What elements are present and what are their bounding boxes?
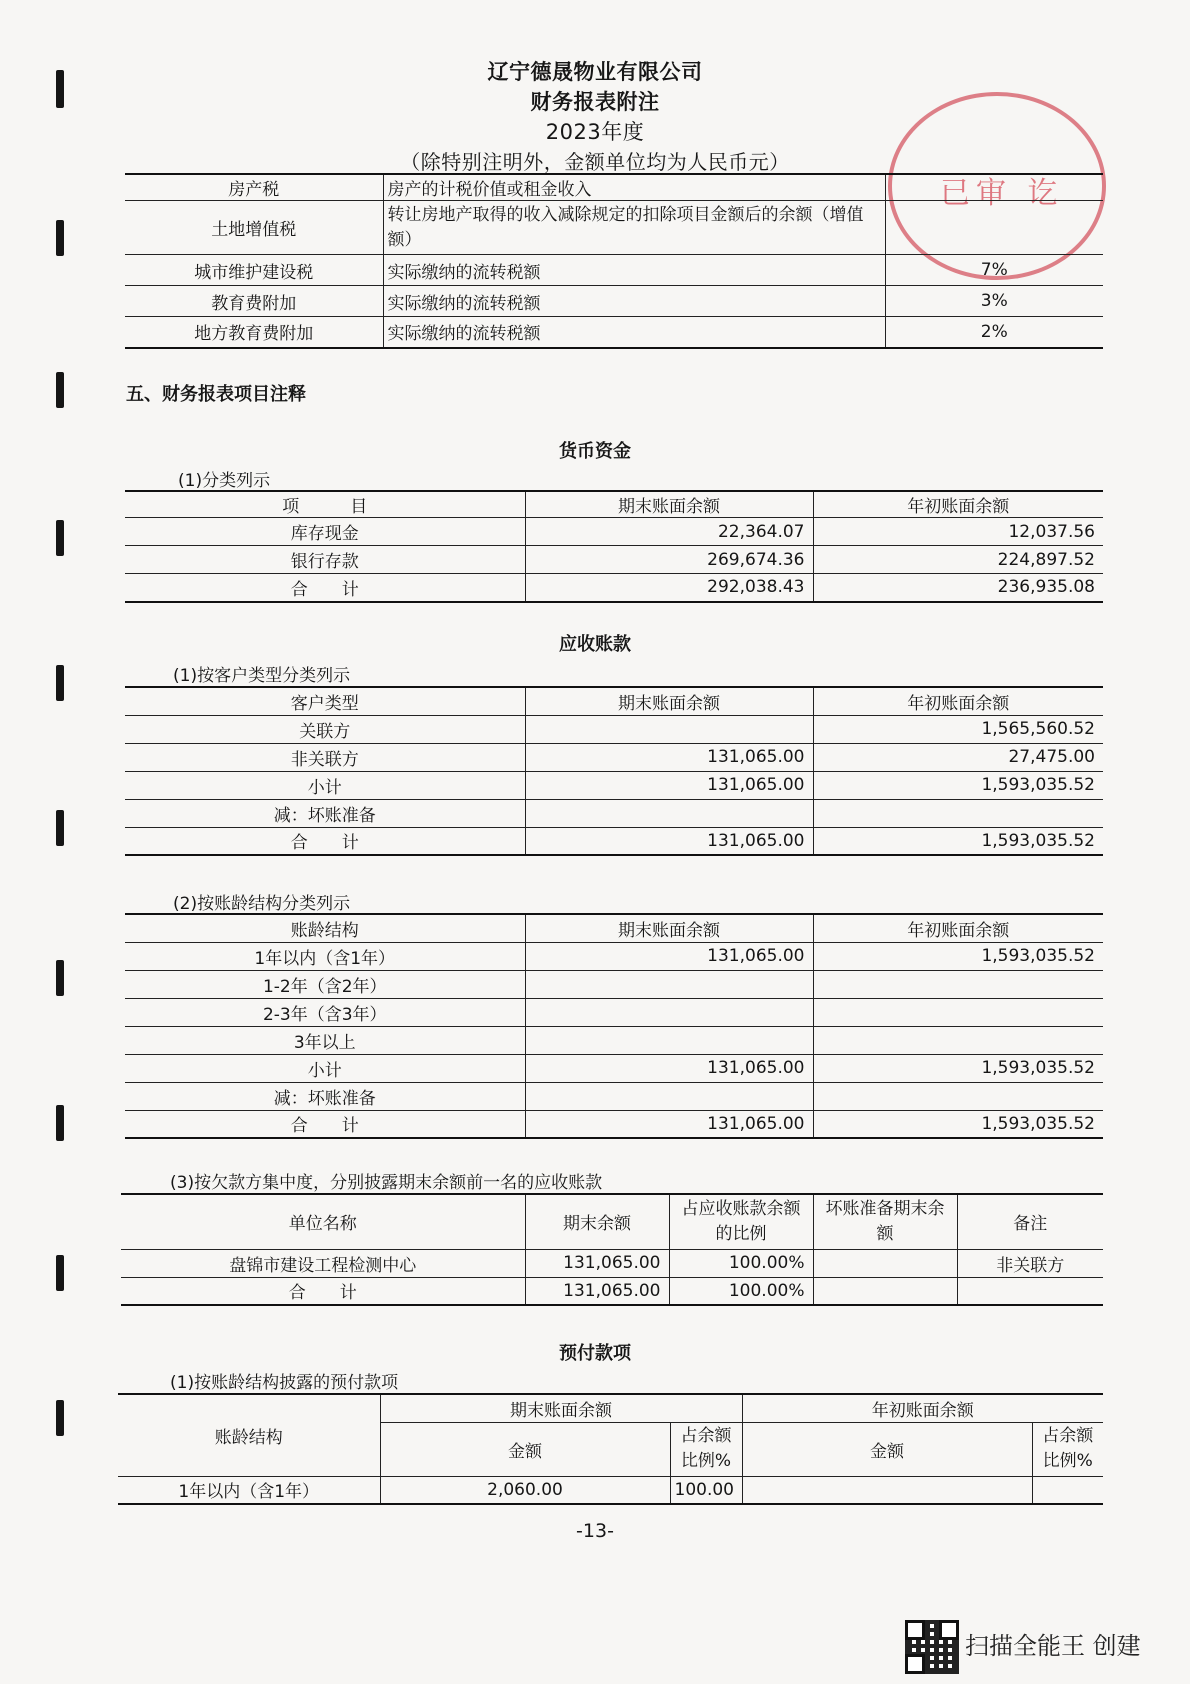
binder-mark bbox=[56, 1400, 64, 1436]
cell-value: 236,935.08 bbox=[813, 574, 1103, 602]
row-label: 2-3年（含3年） bbox=[125, 998, 525, 1026]
currency-note: （除特别注明外，金额单位均为人民币元） bbox=[400, 150, 790, 174]
row-label: 1-2年（含2年） bbox=[125, 970, 525, 998]
cash-title: 货币资金 bbox=[559, 441, 631, 462]
cell-value: 131,065.00 bbox=[525, 942, 813, 970]
binder-mark bbox=[56, 220, 64, 256]
receivables-title: 应收账款 bbox=[559, 634, 631, 655]
row-label: 库存现金 bbox=[125, 518, 525, 546]
cell-value: 131,065.00 bbox=[525, 771, 813, 799]
binder-mark bbox=[56, 665, 64, 701]
table-row bbox=[125, 286, 1103, 317]
row-label: 合 计 bbox=[125, 574, 525, 602]
cell-value bbox=[813, 1277, 957, 1305]
row-label: 合 计 bbox=[125, 1110, 525, 1138]
row-label: 1年以内（含1年） bbox=[118, 1476, 380, 1504]
cell-value bbox=[813, 1026, 1103, 1054]
prepayments-aging-table bbox=[118, 1393, 1103, 1505]
row-label: 1年以内（含1年） bbox=[125, 942, 525, 970]
cell-value: 1,593,035.52 bbox=[813, 1054, 1103, 1082]
row-label: 合 计 bbox=[125, 827, 525, 855]
cell-value: 非关联方 bbox=[957, 1249, 1103, 1277]
table-header-row bbox=[125, 687, 1103, 715]
receivables-caption-3: (3)按欠款方集中度，分别披露期末余额前一名的应收账款 bbox=[170, 1173, 603, 1193]
column-header: 占余额比例% bbox=[1032, 1422, 1103, 1476]
column-header: 账龄结构 bbox=[118, 1394, 380, 1476]
table-row bbox=[125, 771, 1103, 799]
binder-mark bbox=[56, 1105, 64, 1141]
table-row bbox=[125, 546, 1103, 574]
table-row bbox=[125, 743, 1103, 771]
tax-basis: 实际缴纳的流转税额 bbox=[383, 286, 885, 317]
row-label: 合 计 bbox=[121, 1277, 525, 1305]
table-row bbox=[125, 255, 1103, 286]
cell-value bbox=[525, 998, 813, 1026]
table-row bbox=[125, 1026, 1103, 1054]
table-row bbox=[121, 1277, 1103, 1305]
cell-value bbox=[1032, 1476, 1103, 1504]
receivables-caption-1: (1)按客户类型分类列示 bbox=[173, 666, 351, 686]
row-label: 小计 bbox=[125, 771, 525, 799]
cell-value bbox=[813, 1249, 957, 1277]
tax-name: 房产税 bbox=[125, 174, 383, 201]
cell-value: 292,038.43 bbox=[525, 574, 813, 602]
table-row bbox=[125, 174, 1103, 201]
qr-corner bbox=[939, 1620, 959, 1640]
cell-value: 131,065.00 bbox=[525, 743, 813, 771]
row-label: 非关联方 bbox=[125, 743, 525, 771]
row-label: 小计 bbox=[125, 1054, 525, 1082]
receivables-aging-table bbox=[125, 913, 1103, 1139]
cell-value bbox=[742, 1476, 1032, 1504]
cell-value bbox=[813, 970, 1103, 998]
cell-value: 1,593,035.52 bbox=[813, 1110, 1103, 1138]
prepayments-title: 预付款项 bbox=[559, 1343, 631, 1364]
table-row bbox=[125, 827, 1103, 855]
column-header: 期末余额 bbox=[525, 1194, 669, 1249]
page-number: -13- bbox=[576, 1520, 614, 1542]
table-row bbox=[125, 1054, 1103, 1082]
column-group-header: 期末账面余额 bbox=[380, 1394, 742, 1422]
column-header: 金额 bbox=[380, 1422, 670, 1476]
cell-value: 131,065.00 bbox=[525, 1277, 669, 1305]
cell-value: 1,593,035.52 bbox=[813, 827, 1103, 855]
cell-value: 1,593,035.52 bbox=[813, 942, 1103, 970]
table-row bbox=[125, 317, 1103, 348]
section-title: 五、财务报表项目注释 bbox=[126, 384, 306, 405]
cell-value: 131,065.00 bbox=[525, 1054, 813, 1082]
column-header: 备注 bbox=[957, 1194, 1103, 1249]
table-row bbox=[118, 1476, 1103, 1504]
receivables-caption-2: (2)按账龄结构分类列示 bbox=[173, 894, 351, 914]
qr-corner bbox=[905, 1620, 925, 1640]
tax-rate bbox=[885, 201, 1103, 255]
cell-value: 2,060.00 bbox=[380, 1476, 670, 1504]
table-header-row bbox=[118, 1394, 1103, 1422]
cell-value: 100.00% bbox=[669, 1249, 813, 1277]
tax-basis: 实际缴纳的流转税额 bbox=[383, 255, 885, 286]
column-header: 年初账面余额 bbox=[813, 914, 1103, 942]
document-title: 财务报表附注 bbox=[530, 90, 660, 114]
cell-value bbox=[813, 1082, 1103, 1110]
binder-mark bbox=[56, 810, 64, 846]
cell-value: 100.00 bbox=[670, 1476, 742, 1504]
prepayments-caption: (1)按账龄结构披露的预付款项 bbox=[170, 1373, 399, 1393]
table-header-row bbox=[125, 491, 1103, 518]
tax-name: 地方教育费附加 bbox=[125, 317, 383, 348]
cell-value: 131,065.00 bbox=[525, 827, 813, 855]
cell-value bbox=[957, 1277, 1103, 1305]
column-header: 客户类型 bbox=[125, 687, 525, 715]
cell-value bbox=[813, 998, 1103, 1026]
table-row bbox=[125, 970, 1103, 998]
column-header: 占应收账款余额的比例 bbox=[669, 1194, 813, 1249]
cell-value: 1,593,035.52 bbox=[813, 771, 1103, 799]
table-row bbox=[125, 799, 1103, 827]
row-label: 3年以上 bbox=[125, 1026, 525, 1054]
row-label: 银行存款 bbox=[125, 546, 525, 574]
column-header: 年初账面余额 bbox=[813, 491, 1103, 518]
company-name: 辽宁德晟物业有限公司 bbox=[487, 60, 703, 84]
tax-name: 土地增值税 bbox=[125, 201, 383, 255]
tax-rate bbox=[885, 174, 1103, 201]
tax-rate: 2% bbox=[885, 317, 1103, 348]
row-label: 减：坏账准备 bbox=[125, 799, 525, 827]
table-row bbox=[125, 574, 1103, 602]
column-header: 占余额比例% bbox=[670, 1422, 742, 1476]
row-label: 减：坏账准备 bbox=[125, 1082, 525, 1110]
scanner-watermark: 扫描全能王 创建 bbox=[965, 1632, 1141, 1660]
table-row bbox=[125, 998, 1103, 1026]
receivables-concentration-table bbox=[121, 1193, 1103, 1306]
receivables-by-customer-table bbox=[125, 686, 1103, 856]
audit-stamp-text: 已审 讫 bbox=[940, 176, 1064, 211]
cell-value: 269,674.36 bbox=[525, 546, 813, 574]
tax-basis: 转让房地产取得的收入减除规定的扣除项目金额后的余额（增值额） bbox=[383, 201, 885, 255]
table-header-row bbox=[121, 1194, 1103, 1249]
qr-corner bbox=[905, 1654, 925, 1674]
tax-name: 教育费附加 bbox=[125, 286, 383, 317]
binder-mark bbox=[56, 1255, 64, 1291]
cell-value: 12,037.56 bbox=[813, 518, 1103, 546]
tax-rate-table bbox=[125, 173, 1103, 349]
column-header: 期末账面余额 bbox=[525, 687, 813, 715]
cell-value bbox=[525, 970, 813, 998]
column-header: 年初账面余额 bbox=[813, 687, 1103, 715]
table-row bbox=[125, 518, 1103, 546]
cell-value: 100.00% bbox=[669, 1277, 813, 1305]
tax-rate: 7% bbox=[885, 255, 1103, 286]
tax-basis: 房产的计税价值或租金收入 bbox=[383, 174, 885, 201]
table-header-row bbox=[125, 914, 1103, 942]
cell-value bbox=[813, 799, 1103, 827]
tax-name: 城市维护建设税 bbox=[125, 255, 383, 286]
cash-caption: (1)分类列示 bbox=[178, 471, 271, 491]
binder-mark bbox=[56, 960, 64, 996]
binder-mark bbox=[56, 520, 64, 556]
column-header: 期末账面余额 bbox=[525, 914, 813, 942]
table-row bbox=[125, 1110, 1103, 1138]
cell-value: 131,065.00 bbox=[525, 1110, 813, 1138]
table-row bbox=[125, 201, 1103, 255]
column-header: 金额 bbox=[742, 1422, 1032, 1476]
cell-value bbox=[525, 715, 813, 743]
table-row bbox=[125, 1082, 1103, 1110]
cell-value bbox=[525, 799, 813, 827]
binder-mark bbox=[56, 372, 64, 408]
cell-value: 224,897.52 bbox=[813, 546, 1103, 574]
column-group-header: 年初账面余额 bbox=[742, 1394, 1103, 1422]
column-header: 期末账面余额 bbox=[525, 491, 813, 518]
column-header: 单位名称 bbox=[121, 1194, 525, 1249]
cell-value bbox=[525, 1082, 813, 1110]
cell-value: 131,065.00 bbox=[525, 1249, 669, 1277]
column-header: 账龄结构 bbox=[125, 914, 525, 942]
cell-value: 22,364.07 bbox=[525, 518, 813, 546]
cell-value: 1,565,560.52 bbox=[813, 715, 1103, 743]
cell-value bbox=[525, 1026, 813, 1054]
table-row bbox=[121, 1249, 1103, 1277]
qr-code-icon bbox=[905, 1620, 959, 1674]
column-header: 坏账准备期末余额 bbox=[813, 1194, 957, 1249]
table-row bbox=[125, 715, 1103, 743]
report-year: 2023年度 bbox=[545, 120, 645, 144]
tax-basis: 实际缴纳的流转税额 bbox=[383, 317, 885, 348]
cell-value: 27,475.00 bbox=[813, 743, 1103, 771]
row-label: 盘锦市建设工程检测中心 bbox=[121, 1249, 525, 1277]
cash-table bbox=[125, 490, 1103, 603]
table-row bbox=[125, 942, 1103, 970]
tax-rate: 3% bbox=[885, 286, 1103, 317]
row-label: 关联方 bbox=[125, 715, 525, 743]
column-header: 项 目 bbox=[125, 491, 525, 518]
